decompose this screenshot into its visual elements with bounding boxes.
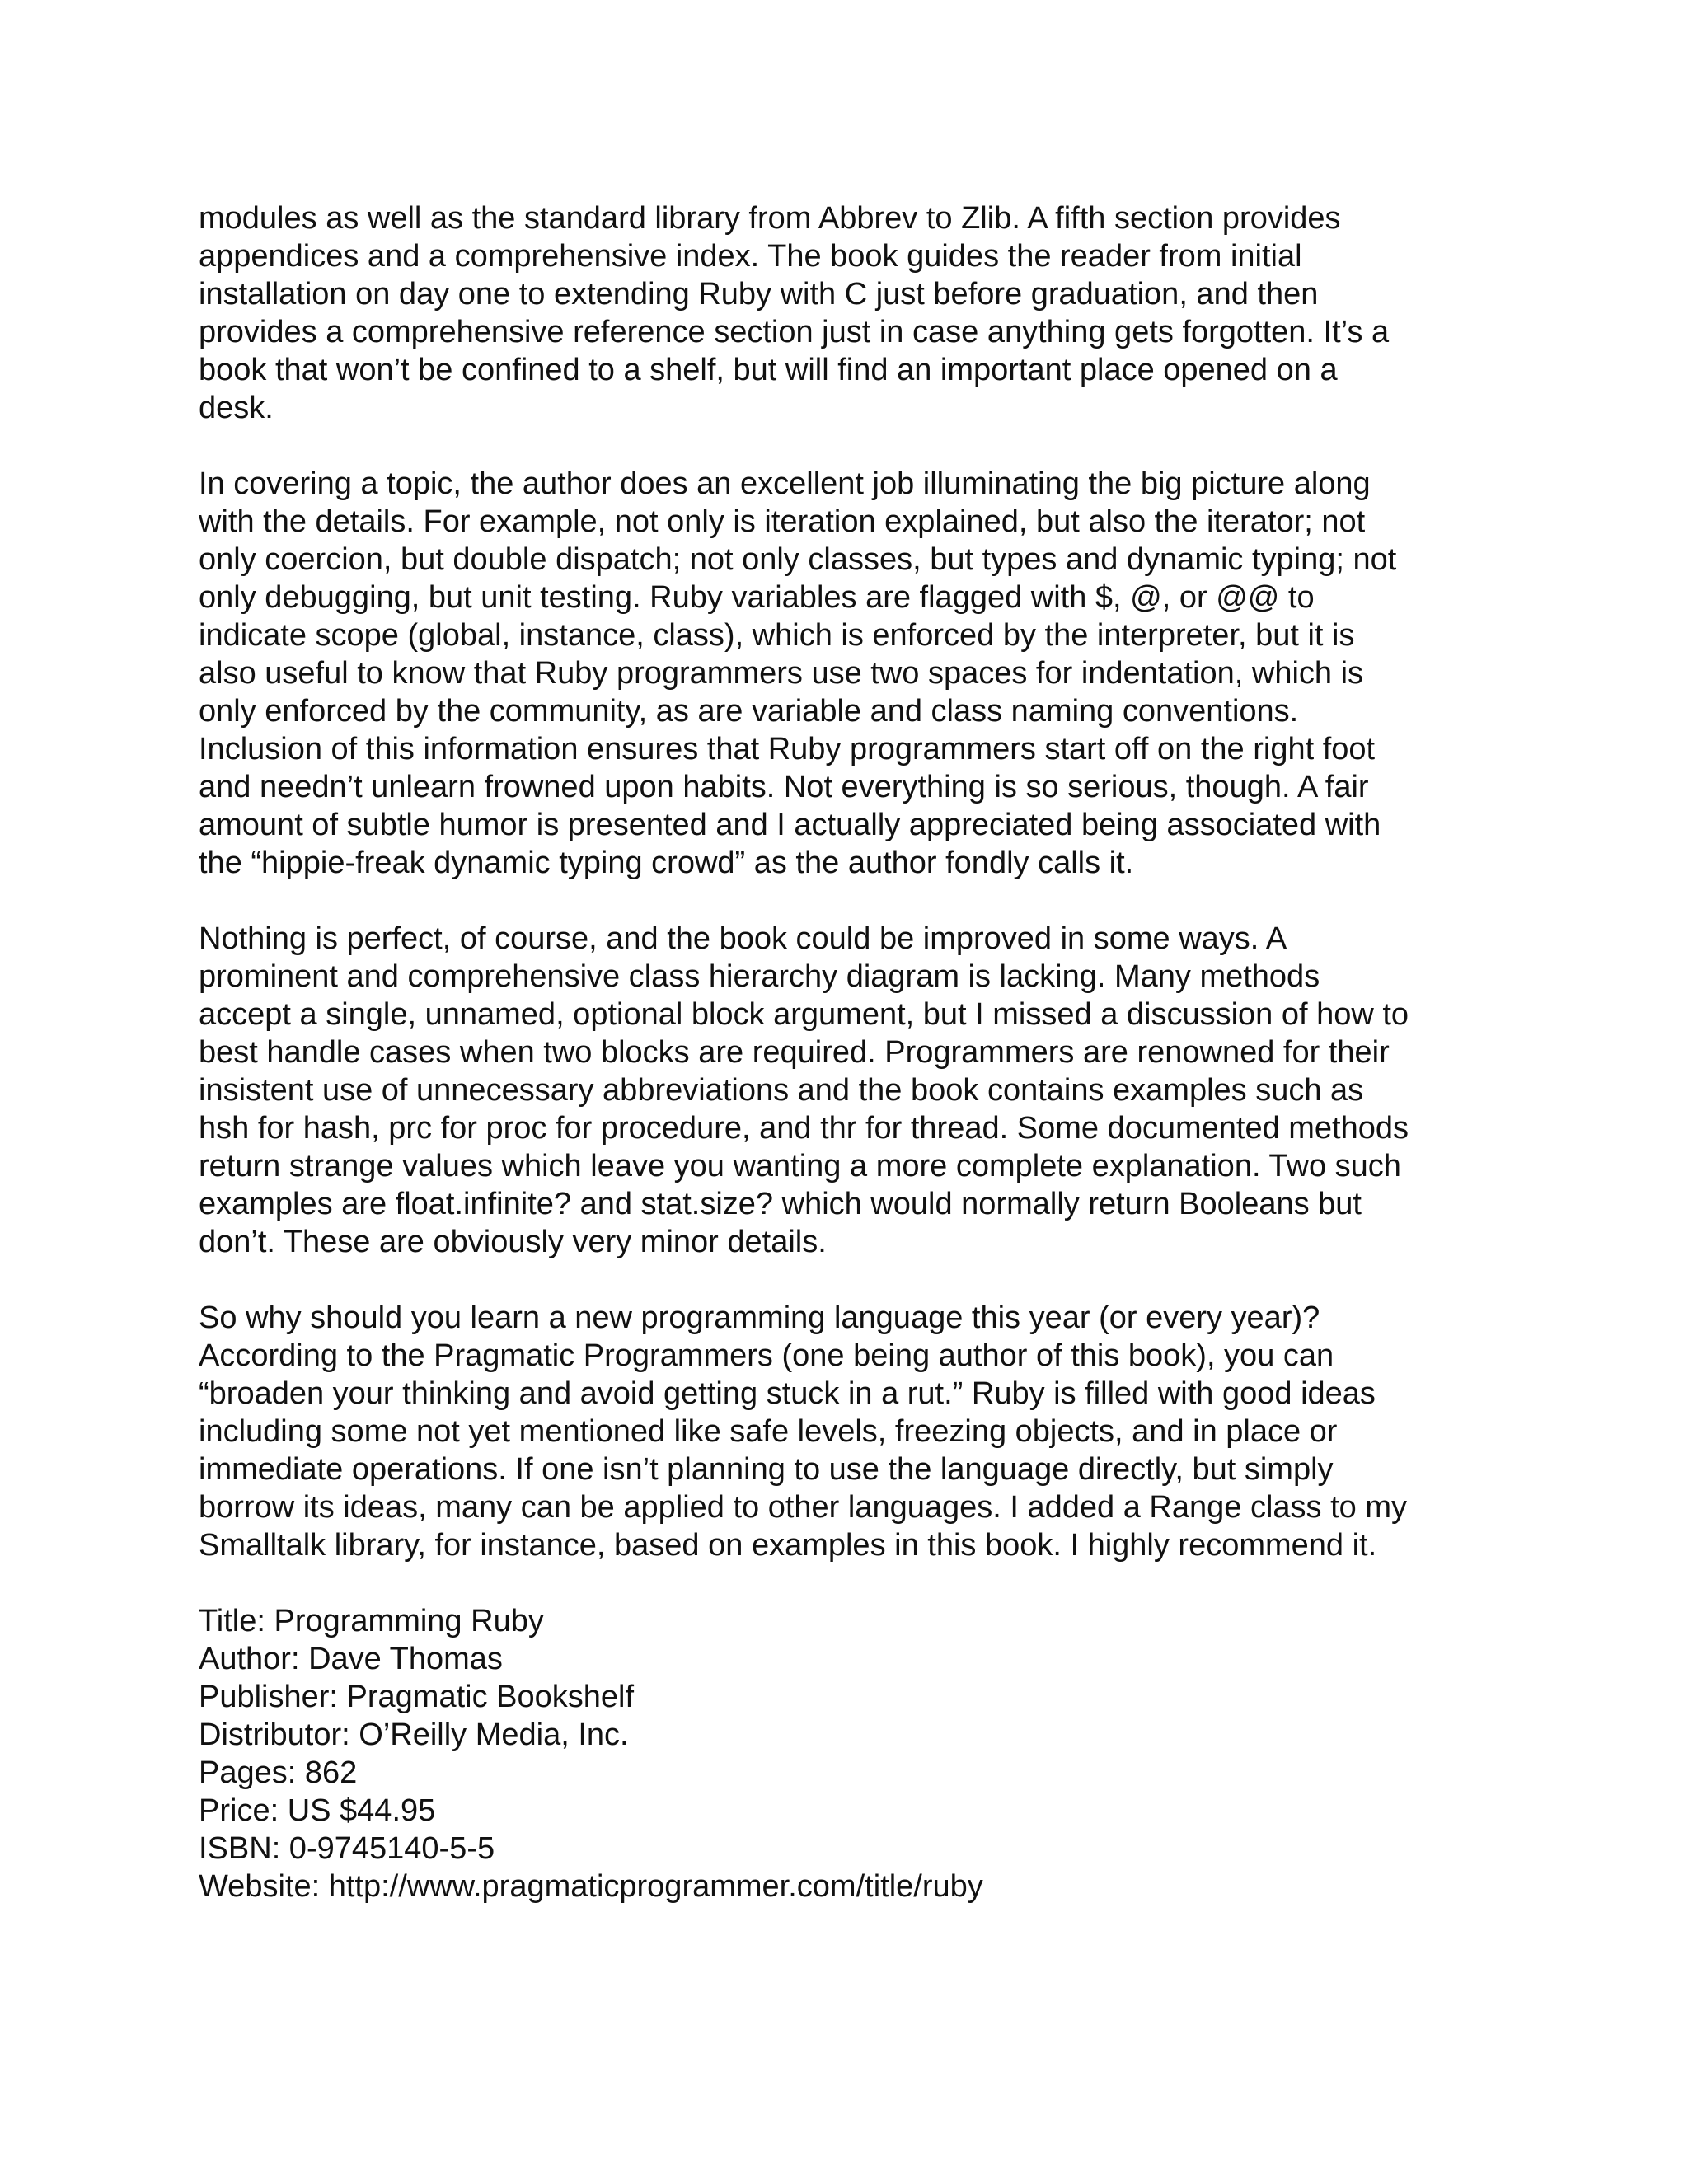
text-line: appendices and a comprehensive index. The book guides the reader from initial [199,239,1302,274]
book-publisher: Publisher: Pragmatic Bookshelf [199,1680,635,1714]
text-line: only debugging, but unit testing. Ruby variables are flagged with $, @, or @@ to [199,580,1315,615]
text-line: with the details. For example, not only is iteration explained, but also the iterator; not [199,504,1366,539]
text-line: modules as well as the standard library from Abbrev to Zlib. A fifth section provides [199,201,1341,236]
text-line: only coercion, but double dispatch; not only classes, but types and dynamic typing; not [199,542,1397,577]
text-line: return strange values which leave you wanting a more complete explanation. Two such [199,1149,1401,1183]
text-line: borrow its ideas, many can be applied to other languages. I added a Range class to my [199,1490,1407,1525]
book-distributor: Distributor: O’Reilly Media, Inc. [199,1718,629,1752]
text-line: indicate scope (global, instance, class), which is enforced by the interpreter, but it is [199,618,1355,653]
review-body [199,199,1517,1905]
text-line: also useful to know that Ruby programmers use two spaces for indentation, which is [199,656,1364,691]
book-price: Price: US $44.95 [199,1793,436,1828]
text-line: don’t. These are obviously very minor details. [199,1225,827,1259]
book-pages: Pages: 862 [199,1755,358,1790]
text-line: book that won’t be confined to a shelf, but will find an important place opened on a [199,353,1338,387]
text-line: So why should you learn a new programming language this year (or every year)? [199,1301,1320,1335]
text-line: prominent and comprehensive class hierarchy diagram is lacking. Many methods [199,959,1320,994]
text-line: Smalltalk library, for instance, based on examples in this book. I highly recommend it. [199,1528,1377,1563]
text-line: including some not yet mentioned like safe levels, freezing objects, and in place or [199,1414,1338,1449]
text-line: insistent use of unnecessary abbreviations and the book contains examples such as [199,1073,1364,1108]
paragraph-3 [199,920,1517,1261]
paragraph-4 [199,1299,1517,1564]
text-line: accept a single, unnamed, optional block argument, but I missed a discussion of how to [199,997,1409,1032]
text-line: examples are float.infinite? and stat.size? which would normally return Booleans but [199,1187,1362,1221]
book-isbn: ISBN: 0-9745140-5-5 [199,1831,495,1866]
book-author: Author: Dave Thomas [199,1642,503,1676]
text-line: hsh for hash, prc for proc for procedure, and thr for thread. Some documented methods [199,1111,1409,1146]
text-line: immediate operations. If one isn’t planning to use the language directly, but simply [199,1452,1334,1487]
text-line: Inclusion of this information ensures that Ruby programmers start off on the right foot [199,732,1376,766]
text-line: Nothing is perfect, of course, and the book could be improved in some ways. A [199,921,1287,956]
paragraph-2 [199,465,1517,882]
text-line: In covering a topic, the author does an excellent job illuminating the big picture along [199,466,1371,501]
text-line: and needn’t unlearn frowned upon habits. Not everything is so serious, though. A fair [199,770,1369,804]
book-website: Website: http://www.pragmaticprogrammer.com/title/ruby [199,1869,983,1904]
text-line: best handle cases when two blocks are required. Programmers are renowned for their [199,1035,1390,1070]
text-line: only enforced by the community, as are variable and class naming conventions. [199,694,1299,729]
book-info [199,1602,1517,1905]
text-line: According to the Pragmatic Programmers (one being author of this book), you can [199,1338,1334,1373]
text-line: amount of subtle humor is presented and I actually appreciated being associated with [199,808,1381,842]
paragraph-1 [199,199,1517,427]
text-line: “broaden your thinking and avoid getting stuck in a rut.” Ruby is filled with good ideas [199,1376,1376,1411]
text-line: installation on day one to extending Ruby with C just before graduation, and then [199,277,1319,312]
text-line: provides a comprehensive reference section just in case anything gets forgotten. It’s a [199,315,1390,349]
text-line: the “hippie-freak dynamic typing crowd” as the author fondly calls it. [199,846,1134,880]
book-title: Title: Programming Ruby [199,1604,544,1638]
text-line: desk. [199,391,274,425]
